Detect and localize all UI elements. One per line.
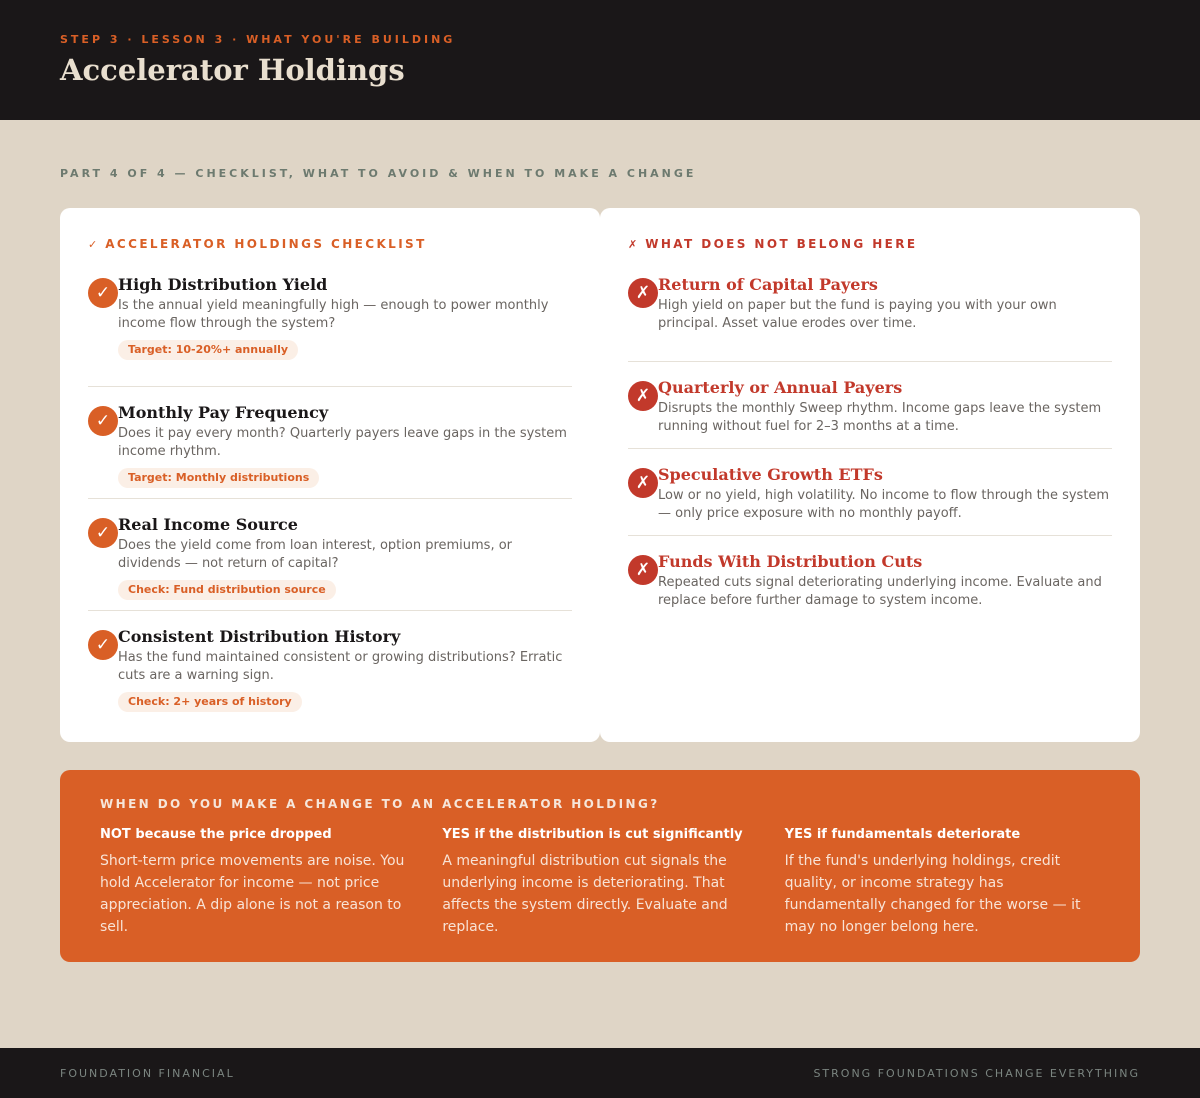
checklist-item-description: Is the annual yield meaningfully high — enough to power monthly income flow through the system?	[118, 298, 549, 331]
avoid-item	[628, 449, 1112, 536]
avoid-item-body	[658, 275, 1112, 333]
checklist-card	[60, 208, 600, 742]
checklist-item	[88, 275, 572, 387]
checklist-heading	[88, 236, 572, 252]
change-column	[442, 827, 757, 938]
change-panel	[60, 770, 1140, 962]
change-column	[100, 827, 415, 938]
checklist-item-title: High Distribution Yield	[118, 275, 328, 294]
checklist-item-description: Has the fund maintained consistent or growing distributions? Erratic cuts are a warning sign.	[118, 650, 563, 683]
checklist-list	[88, 275, 572, 723]
avoid-item-description: High yield on paper but the fund is paying you with your own principal. Asset value erodes over time.	[658, 298, 1057, 331]
checklist-item-description: Does the yield come from loan interest, option premiums, or dividends — not return of capital?	[118, 538, 513, 571]
avoid-item	[628, 536, 1112, 623]
change-column-title: YES if fundamentals deteriorate	[784, 827, 1021, 842]
avoid-item-title: Quarterly or Annual Payers	[658, 378, 903, 397]
cross-circle-icon: ✗	[628, 381, 658, 411]
check-circle-icon: ✓	[88, 278, 118, 308]
footer-tagline: STRONG FOUNDATIONS CHANGE EVERYTHING	[813, 1067, 1140, 1080]
avoid-item-title: Speculative Growth ETFs	[658, 465, 883, 484]
checklist-item-title: Real Income Source	[118, 515, 298, 534]
cross-circle-icon: ✗	[628, 468, 658, 498]
checklist-item-tag: Target: 10-20%+ annually	[118, 340, 298, 360]
lesson-eyebrow: STEP 3 · LESSON 3 · WHAT YOU'RE BUILDING	[60, 33, 456, 46]
part-label: PART 4 OF 4 — CHECKLIST, WHAT TO AVOID & WHEN TO MAKE A CHANGE	[60, 167, 697, 180]
avoid-item-body	[658, 378, 1112, 436]
avoid-title: WHAT DOES NOT BELONG HERE	[645, 237, 918, 251]
cross-circle-icon: ✗	[628, 278, 658, 308]
change-column-text: Short-term price movements are noise. You hold Accelerator for income — not price appreciation. A dip alone is not a reason to sell.	[100, 853, 405, 935]
avoid-item-title: Funds With Distribution Cuts	[658, 552, 923, 571]
checklist-title: ACCELERATOR HOLDINGS CHECKLIST	[105, 237, 427, 251]
change-column-title: NOT because the price dropped	[100, 827, 332, 842]
change-title: WHEN DO YOU MAKE A CHANGE TO AN ACCELERATOR HOLDING?	[100, 797, 660, 811]
avoid-item-description: Low or no yield, high volatility. No income to flow through the system — only price exposure with no monthly payoff.	[658, 488, 1110, 521]
checklist-item-body	[118, 627, 572, 712]
page-header	[0, 0, 1200, 120]
check-circle-icon: ✓	[88, 630, 118, 660]
avoid-card	[600, 208, 1140, 742]
footer-brand: FOUNDATION FINANCIAL	[60, 1067, 235, 1080]
check-circle-icon: ✓	[88, 518, 118, 548]
checklist-item	[88, 499, 572, 611]
avoid-item-description: Disrupts the monthly Sweep rhythm. Income gaps leave the system running without fuel for 2–3 months at a time.	[658, 401, 1102, 434]
check-icon: ✓	[88, 237, 98, 251]
checklist-item-tag: Target: Monthly distributions	[118, 468, 319, 488]
change-column-title: YES if the distribution is cut significantly	[442, 827, 743, 842]
page-title: Accelerator Holdings	[60, 53, 405, 87]
change-column-text: A meaningful distribution cut signals the underlying income is deteriorating. That affects the system directly. Evaluate and replace.	[442, 853, 728, 935]
avoid-item-title: Return of Capital Payers	[658, 275, 878, 294]
avoid-heading	[628, 236, 1112, 252]
change-column	[785, 827, 1100, 938]
checklist-item	[88, 611, 572, 723]
avoid-item-body	[658, 465, 1112, 523]
checklist-item-title: Monthly Pay Frequency	[118, 403, 329, 422]
checklist-item-body	[118, 515, 572, 600]
avoid-item-body	[658, 552, 1112, 610]
checklist-item-body	[118, 403, 572, 488]
avoid-item	[628, 275, 1112, 362]
cross-circle-icon: ✗	[628, 555, 658, 585]
checklist-item	[88, 387, 572, 499]
change-columns	[100, 827, 1100, 938]
check-circle-icon: ✓	[88, 406, 118, 436]
checklist-item-description: Does it pay every month? Quarterly payers leave gaps in the system income rhythm.	[118, 426, 567, 459]
page-footer	[0, 1048, 1200, 1098]
checklist-item-tag: Check: Fund distribution source	[118, 580, 336, 600]
checklist-item-body	[118, 275, 572, 360]
cross-icon: ✗	[628, 237, 638, 251]
avoid-list	[628, 275, 1112, 623]
avoid-item	[628, 362, 1112, 449]
change-column-text: If the fund's underlying holdings, credit quality, or income strategy has fundamentally changed for the worse — it may no longer belong here.	[784, 853, 1081, 935]
checklist-item-title: Consistent Distribution History	[118, 627, 401, 646]
avoid-item-description: Repeated cuts signal deteriorating underlying income. Evaluate and replace before further damage to system income.	[658, 575, 1102, 608]
checklist-item-tag: Check: 2+ years of history	[118, 692, 302, 712]
